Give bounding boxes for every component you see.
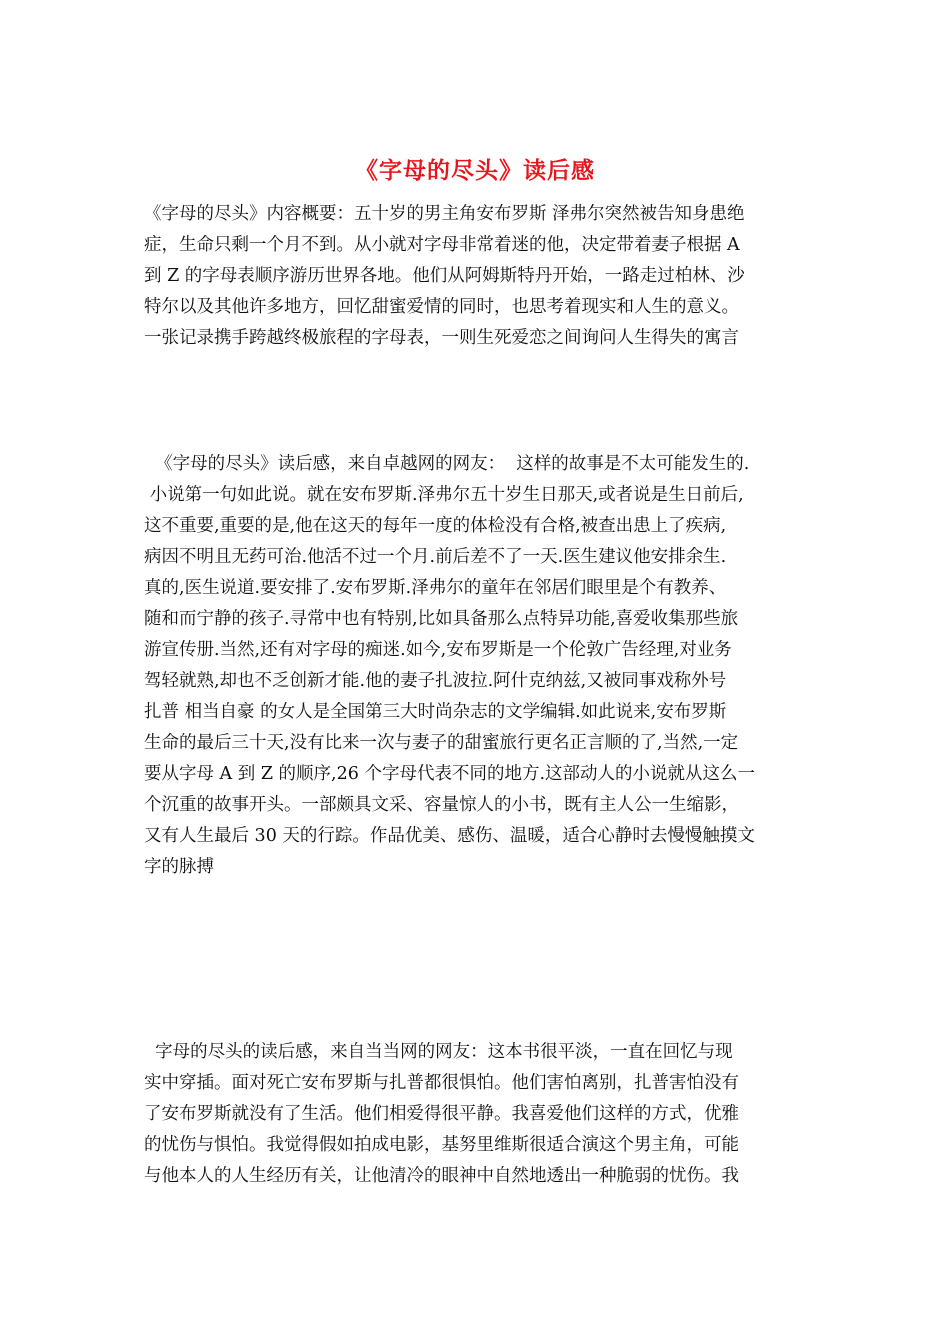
text-line: 与他本人的人生经历有关，让他清冷的眼神中自然地透出一种脆弱的忧伤。我 [144,1166,739,1186]
review-paragraph-joyo [144,449,816,883]
text-line: 特尔以及其他许多地方，回忆甜蜜爱情的同时，也思考着现实和人生的意义。 [144,297,739,317]
text-line: 生命的最后三十天,没有比来一次与妻子的甜蜜旅行更名正言顺的了,当然,一定 [144,733,739,753]
text-line: 一张记录携手跨越终极旅程的字母表，一则生死爱恋之间询问人生得失的寓言 [144,328,739,348]
text-line: 随和而宁静的孩子.寻常中也有特别,比如具备那么点特异功能,喜爱收集那些旅 [144,609,739,629]
text-line: 游宣传册.当然,还有对字母的痴迷.如今,安布罗斯是一个伦敦广告经理,对业务 [144,640,732,660]
text-line: 《字母的尽头》内容概要：五十岁的男主角安布罗斯 泽弗尔突然被告知身患绝 [144,204,745,224]
text-line: 症，生命只剩一个月不到。从小就对字母非常着迷的他，决定带着妻子根据 A [144,235,740,255]
text-line: 病因不明且无药可治.他活不过一个月.前后差不了一天.医生建议他安排余生. [144,547,727,567]
text-line: 个沉重的故事开头。一部颇具文采、容量惊人的小书，既有主人公一生缩影， [144,795,739,815]
text-line: 字的脉搏 [144,857,214,877]
text-line: 又有人生最后 30 天的行踪。作品优美、感伤、温暖，适合心静时去慢慢触摸文 [144,826,755,846]
summary-paragraph [144,199,816,354]
text-line: 实中穿插。面对死亡安布罗斯与扎普都很惧怕。他们害怕离别，扎普害怕没有 [144,1073,739,1093]
text-line: 驾轻就熟,却也不乏创新才能.他的妻子扎波拉.阿什克纳兹,又被同事戏称外号 [144,671,727,691]
text-line: 小说第一句如此说。就在安布罗斯.泽弗尔五十岁生日那天,或者说是生日前后, [144,485,744,505]
document-title: 《字母的尽头》读后感 [355,157,595,184]
text-line: 的忧伤与惧怕。我觉得假如拍成电影，基努里维斯很适合演这个男主角，可能 [144,1135,739,1155]
text-line: 扎普 相当自豪 的女人是全国第三大时尚杂志的文学编辑.如此说来,安布罗斯 [144,702,727,722]
text-line: 《字母的尽头》读后感，来自卓越网的网友： 这样的故事是不太可能发生的. [144,454,750,474]
text-line: 字母的尽头的读后感，来自当当网的网友：这本书很平淡，一直在回忆与现 [144,1042,733,1062]
text-line: 这不重要,重要的是,他在这天的每年一度的体检没有合格,被查出患上了疾病, [144,516,727,536]
review-paragraph-dangdang [144,1037,816,1192]
text-line: 到 Z 的字母表顺序游历世界各地。他们从阿姆斯特丹开始，一路走过柏林、沙 [144,266,745,286]
text-line: 要从字母 A 到 Z 的顺序,26 个字母代表不同的地方.这部动人的小说就从这么一 [144,764,756,784]
text-line: 真的,医生说道.要安排了.安布罗斯.泽弗尔的童年在邻居们眼里是个有教养、 [144,578,727,598]
text-line: 了安布罗斯就没有了生活。他们相爱得很平静。我喜爱他们这样的方式，优雅 [144,1104,739,1124]
